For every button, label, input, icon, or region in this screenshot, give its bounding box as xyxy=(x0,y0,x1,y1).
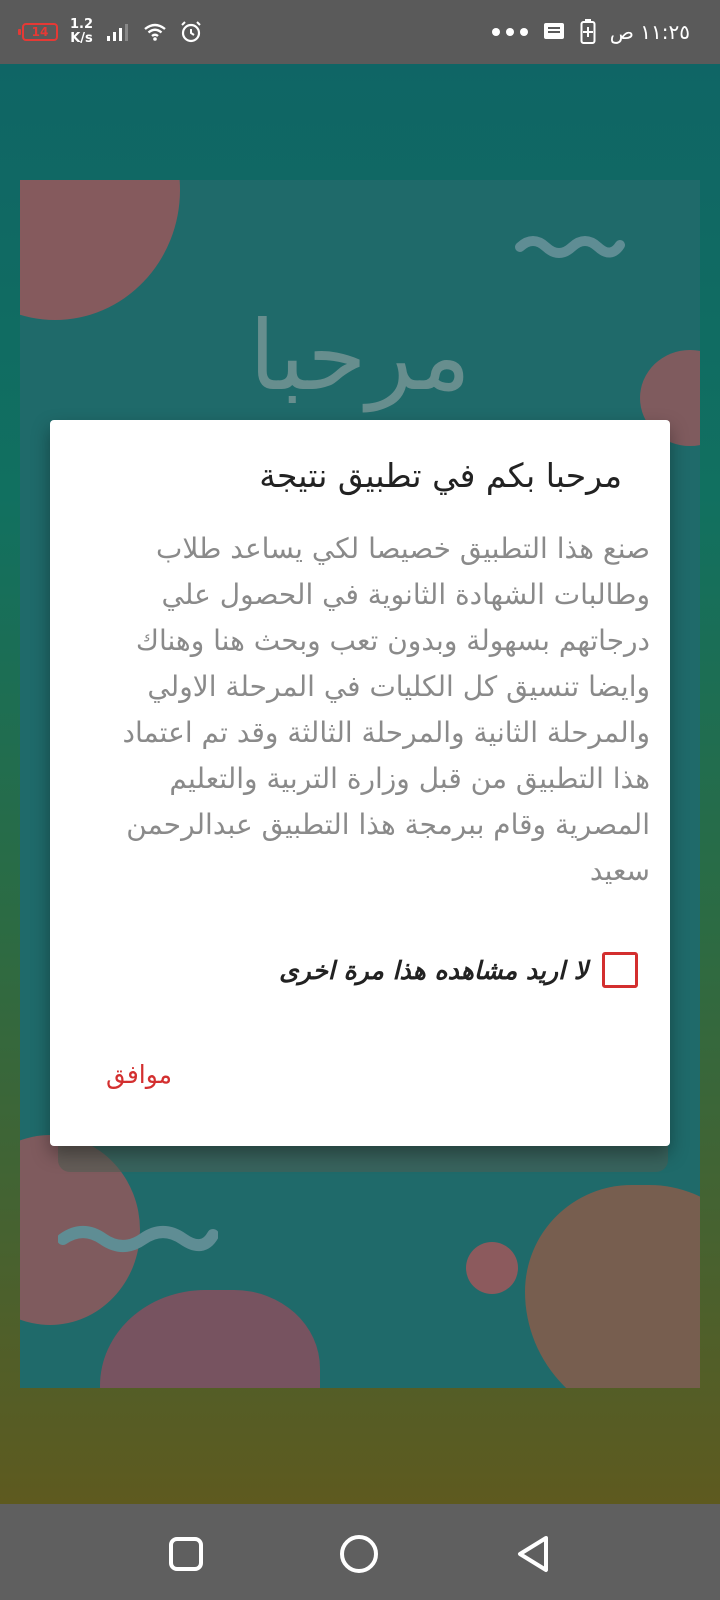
decorative-blob xyxy=(100,1290,320,1388)
network-speed-unit: K/s xyxy=(70,31,93,46)
status-left-group xyxy=(22,14,203,50)
alarm-icon xyxy=(179,20,203,44)
welcome-art-text: مرحبا xyxy=(249,300,471,412)
signal-icon xyxy=(105,22,131,42)
status-bar xyxy=(0,0,720,64)
dont-show-again-row[interactable] xyxy=(279,952,638,988)
decorative-wave xyxy=(515,235,625,265)
decorative-blob xyxy=(20,180,180,320)
dont-show-again-label[interactable]: لا اريد مشاهده هذا مرة اخرى xyxy=(279,955,588,985)
recent-apps-icon[interactable] xyxy=(164,1532,208,1576)
wifi-icon xyxy=(143,22,167,42)
decorative-blob xyxy=(466,1242,518,1294)
battery-low-icon xyxy=(22,23,58,41)
battery-level: 14 xyxy=(31,25,49,39)
message-icon xyxy=(542,21,566,43)
back-icon[interactable] xyxy=(512,1532,556,1576)
network-speed-value: 1.2 xyxy=(70,17,94,32)
decorative-blob xyxy=(525,1185,700,1388)
ok-button[interactable]: موافق xyxy=(106,1054,172,1095)
navigation-bar xyxy=(0,1504,720,1600)
home-icon[interactable] xyxy=(337,1532,381,1576)
more-dots-icon xyxy=(492,28,528,36)
dialog-title: مرحبا بكم في تطبيق نتيجة xyxy=(259,456,622,495)
network-speed xyxy=(70,18,93,46)
status-time: ١١:٢٥ ص xyxy=(609,20,690,44)
dont-show-again-checkbox[interactable] xyxy=(602,952,638,988)
welcome-dialog xyxy=(50,420,670,1146)
dialog-body: صنع هذا التطبيق خصيصا لكي يساعد طلاب وطالبات الشهادة الثانوية في الحصول علي درجاتهم بسهولة وبدون تعب وبحث هنا وهناك وايضا تنسيق كل الكليات في المرحلة الاولي والمرحلة الثانية والمرحلة الثالثة وقد تم اعتماد هذا التطبيق من قبل وزارة التربية والتعليم المصرية وقام ببرمجة هذا التطبيق عبدالرحمن سعيد xyxy=(122,532,650,887)
status-right-group xyxy=(492,14,690,50)
decorative-wave xyxy=(58,1225,218,1255)
battery-charging-icon xyxy=(580,19,596,45)
